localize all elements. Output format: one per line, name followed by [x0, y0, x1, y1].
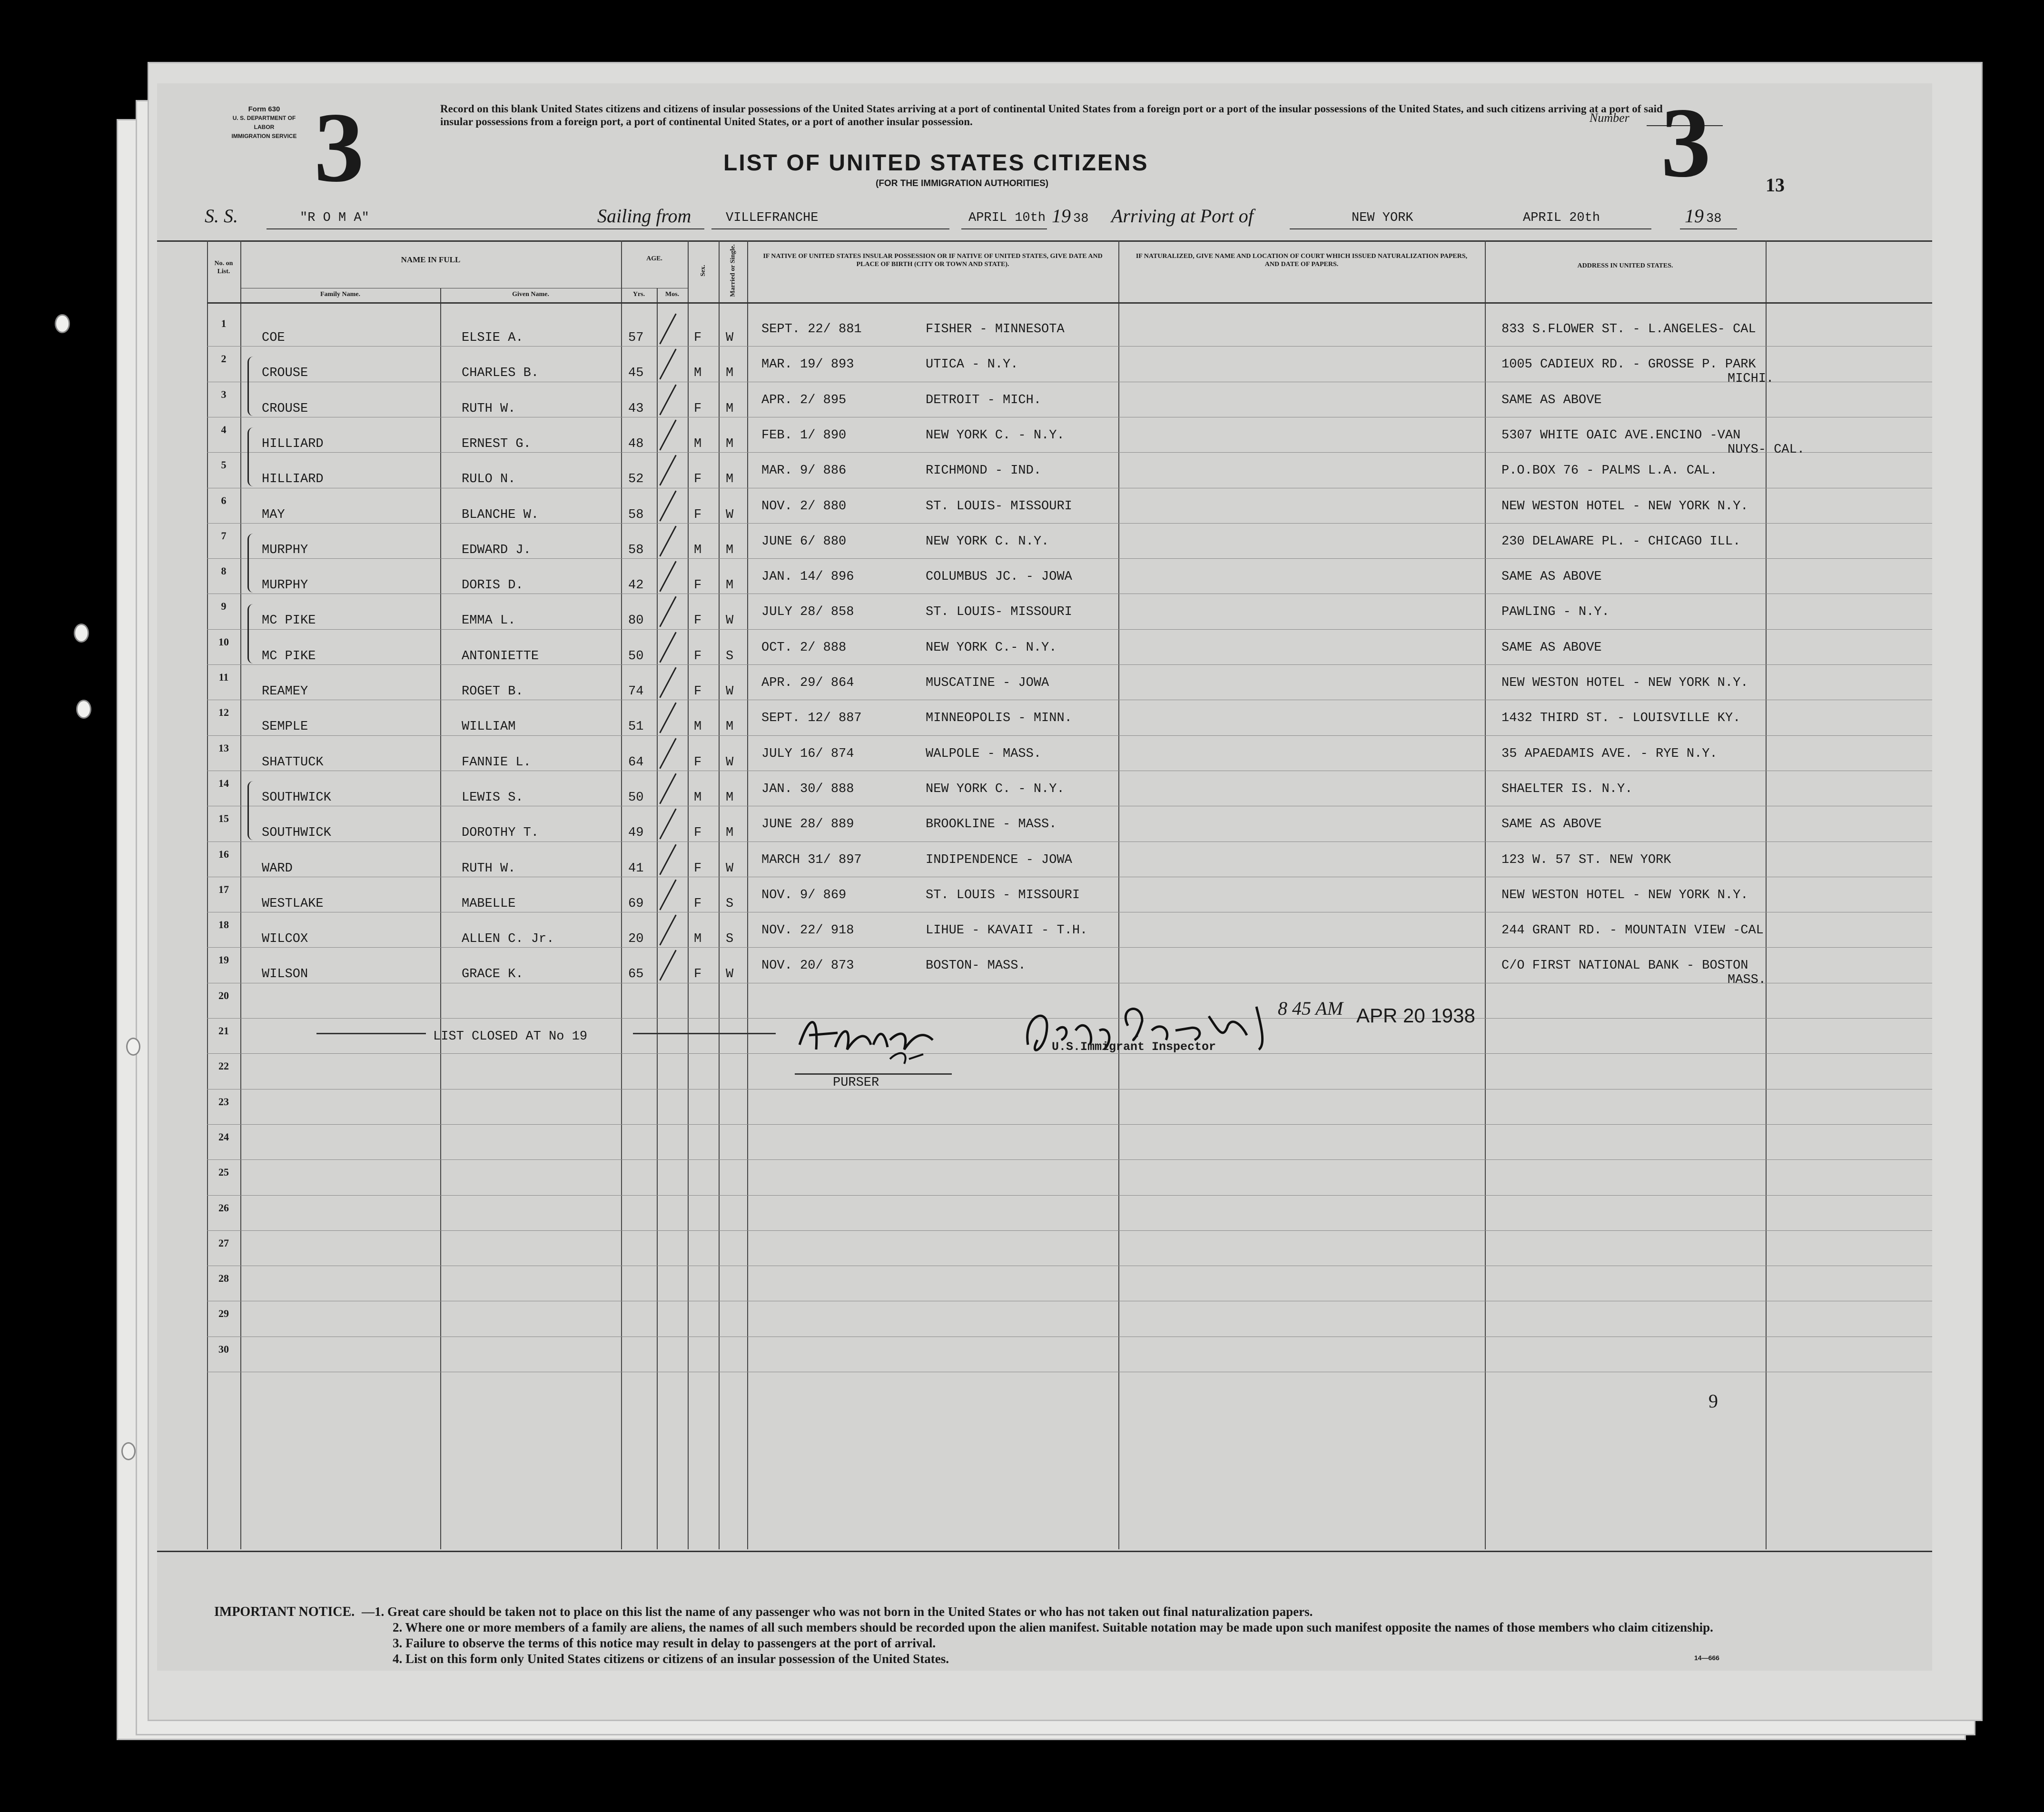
family-name: HILLIARD	[262, 436, 324, 451]
given-name: BLANCHE W.	[462, 507, 539, 522]
row-number: 4	[221, 423, 227, 436]
age-years: 74	[628, 684, 644, 699]
family-name: CROUSE	[262, 366, 308, 381]
row-number: 24	[218, 1130, 229, 1143]
address: 230 DELAWARE PL. - CHICAGO ILL.	[1501, 534, 1741, 549]
row-number: 20	[218, 989, 229, 1001]
sex: F	[694, 614, 702, 628]
marital-status: M	[726, 472, 734, 487]
address-line-2: MICHI.	[1728, 372, 1774, 386]
given-name: ALLEN C. Jr.	[462, 932, 554, 947]
page-title: LIST OF UNITED STATES CITIZENS	[723, 150, 1149, 176]
sex: F	[694, 507, 702, 522]
given-name: CHARLES B.	[462, 366, 539, 381]
sailing-year-prefix: 19	[1052, 205, 1071, 227]
given-name: FANNIE L.	[462, 755, 531, 770]
birth-place: BROOKLINE - MASS.	[926, 817, 1057, 832]
birth-date: APR. 29/ 864	[761, 676, 854, 690]
family-name: SEMPLE	[262, 720, 308, 734]
given-name: DORIS D.	[462, 578, 523, 593]
birth-date: NOV. 9/ 869	[761, 888, 847, 902]
header-sex: Sex.	[700, 265, 707, 277]
family-name: WILSON	[262, 967, 308, 982]
age-years: 20	[628, 932, 644, 947]
marital-status: W	[726, 861, 734, 876]
sex: F	[694, 755, 702, 770]
marital-status: W	[726, 614, 734, 628]
arrival-port: NEW YORK	[1352, 211, 1413, 225]
age-years: 51	[628, 720, 644, 734]
row-number: 13	[218, 742, 229, 754]
header-family-name: Family Name.	[320, 291, 360, 298]
marital-status: W	[726, 755, 734, 770]
birth-place: INDIPENDENCE - JOWA	[926, 852, 1072, 867]
row-rule	[207, 523, 1932, 524]
marital-status: W	[726, 684, 734, 699]
row-number: 18	[218, 919, 229, 931]
birth-date: APR. 2/ 895	[761, 393, 847, 407]
birth-place: ST. LOUIS- MISSOURI	[926, 605, 1072, 620]
address: 1432 THIRD ST. - LOUISVILLE KY.	[1501, 711, 1741, 726]
sex: F	[694, 861, 702, 876]
address: 5307 WHITE OAIC AVE.ENCINO -VAN	[1501, 428, 1741, 443]
sex: F	[694, 684, 702, 699]
row-rule	[207, 947, 1932, 948]
family-name: WILCOX	[262, 932, 308, 947]
marital-status: M	[726, 790, 734, 805]
birth-place: DETROIT - MICH.	[926, 393, 1042, 407]
header-native: IF NATIVE OF UNITED STATES INSULAR POSSESSION OR IF NATIVE OF UNITED STATES, GIVE DATE AND PLACE OF BIRTH (CITY OR TOWN AND STATE).	[763, 253, 1103, 268]
age-years: 65	[628, 967, 644, 982]
row-rule	[207, 664, 1932, 665]
age-years: 69	[628, 896, 644, 911]
sailing-date: APRIL 10th	[968, 211, 1046, 225]
row-rule	[207, 735, 1932, 736]
row-number: 29	[218, 1307, 229, 1320]
row-rule	[207, 1124, 1932, 1125]
sex: F	[694, 649, 702, 663]
marital-status: S	[726, 896, 734, 911]
age-years: 41	[628, 861, 644, 876]
family-name: HILLIARD	[262, 472, 324, 487]
given-name: LEWIS S.	[462, 790, 523, 805]
form-instructions: Record on this blank United States citizens and citizens of insular possessions of the United States arriving at a port of continental United States from a foreign port or a port of the insular possessions of the United States, and such citizens arriving at a port of said insular possessions from a foreign port, a port of continental United States, or a port of another insular possession.	[440, 103, 1663, 128]
given-name: DOROTHY T.	[462, 826, 539, 841]
row-rule	[207, 629, 1932, 630]
family-name: MURPHY	[262, 578, 308, 593]
row-number: 12	[218, 706, 229, 719]
header-naturalized: IF NATURALIZED, GIVE NAME AND LOCATION OF COURT WHICH ISSUED NATURALIZATION PAPERS, AND DATE OF PAPERS.	[1136, 253, 1468, 268]
address: 244 GRANT RD. - MOUNTAIN VIEW -CAL	[1501, 923, 1764, 938]
birth-place: LIHUE - KAVAII - T.H.	[926, 923, 1088, 938]
family-name: COE	[262, 331, 285, 345]
birth-place: BOSTON- MASS.	[926, 959, 1026, 973]
sex: M	[694, 932, 702, 947]
row-number: 1	[221, 317, 227, 329]
arrival-date: APRIL 20th	[1523, 211, 1600, 225]
row-number: 14	[218, 777, 229, 789]
list-closed: LIST CLOSED AT No 19	[433, 1030, 588, 1044]
family-name: CROUSE	[262, 401, 308, 416]
sex: F	[694, 331, 702, 345]
number-value: 3	[1661, 88, 1711, 198]
punch-hole	[55, 314, 70, 333]
address: P.O.BOX 76 - PALMS L.A. CAL.	[1501, 464, 1718, 478]
row-number: 15	[218, 812, 229, 825]
row-number: 11	[218, 671, 229, 683]
age-years: 48	[628, 436, 644, 451]
given-name: RUTH W.	[462, 401, 516, 416]
birth-date: SEPT. 12/ 887	[761, 711, 862, 726]
birth-date: MAR. 19/ 893	[761, 357, 854, 372]
header-given-name: Given Name.	[512, 291, 549, 298]
given-name: WILLIAM	[462, 720, 516, 734]
address: 123 W. 57 ST. NEW YORK	[1501, 852, 1671, 867]
sailing-year-suffix: 38	[1073, 212, 1089, 226]
age-years: 42	[628, 578, 644, 593]
row-rule	[207, 1195, 1932, 1196]
address: SAME AS ABOVE	[1501, 570, 1602, 584]
form-number: Form 630	[248, 105, 280, 113]
arriving-label: Arriving at Port of	[1111, 205, 1254, 227]
row-rule	[207, 1159, 1932, 1160]
birth-place: NEW YORK C.- N.Y.	[926, 640, 1057, 655]
date-stamp: APR 20 1938	[1356, 1004, 1475, 1027]
birth-date: JULY 28/ 858	[761, 605, 854, 620]
marital-status: M	[726, 543, 734, 557]
address: SAME AS ABOVE	[1501, 393, 1602, 407]
birth-place: FISHER - MINNESOTA	[926, 322, 1065, 337]
header-married-single: Married or Single.	[729, 244, 737, 297]
sex: M	[694, 366, 702, 381]
header-age: AGE.	[646, 255, 662, 262]
marital-status: M	[726, 578, 734, 593]
header-address: ADDRESS IN UNITED STATES.	[1577, 262, 1673, 269]
birth-date: OCT. 2/ 888	[761, 640, 847, 655]
marital-status: M	[726, 436, 734, 451]
row-number: 16	[218, 848, 229, 860]
row-number: 21	[218, 1025, 229, 1037]
given-name: ANTONIETTE	[462, 649, 539, 663]
address: SAME AS ABOVE	[1501, 640, 1602, 655]
row-number: 27	[218, 1237, 229, 1249]
arrival-year-prefix: 19	[1685, 205, 1704, 227]
row-number: 3	[221, 388, 227, 400]
row-number: 6	[221, 494, 227, 506]
purser-label: PURSER	[833, 1076, 879, 1090]
sex: F	[694, 472, 702, 487]
address-line-2: MASS.	[1728, 973, 1767, 988]
page-mark: 9	[1708, 1390, 1718, 1412]
row-number: 8	[221, 565, 227, 577]
family-name: REAMEY	[262, 684, 308, 699]
family-name: SOUTHWICK	[262, 826, 331, 841]
birth-date: JUNE 6/ 880	[761, 534, 847, 549]
form-code: 14—666	[1694, 1654, 1719, 1662]
family-name: MC PIKE	[262, 614, 316, 628]
page-subtitle: (FOR THE IMMIGRATION AUTHORITIES)	[876, 178, 1049, 188]
birth-date: SEPT. 22/ 881	[761, 322, 862, 337]
family-bracket	[247, 356, 257, 416]
row-number: 2	[221, 353, 227, 365]
header-no-on-list: No. on List.	[214, 260, 233, 275]
given-name: MABELLE	[462, 896, 516, 911]
given-name: EDWARD J.	[462, 543, 531, 557]
given-name: GRACE K.	[462, 967, 523, 982]
birth-place: MUSCATINE - JOWA	[926, 676, 1049, 690]
given-name: ERNEST G.	[462, 436, 531, 451]
address: 833 S.FLOWER ST. - L.ANGELES- CAL	[1501, 322, 1756, 337]
punch-hole	[76, 700, 91, 719]
marital-status: M	[726, 401, 734, 416]
age-years: 52	[628, 472, 644, 487]
notice-heading: IMPORTANT NOTICE.	[214, 1604, 355, 1619]
marital-status: W	[726, 967, 734, 982]
sex: F	[694, 401, 702, 416]
family-name: MAY	[262, 507, 285, 522]
punch-hole	[126, 1038, 140, 1056]
birth-place: MINNEOPOLIS - MINN.	[926, 711, 1072, 726]
address: NEW WESTON HOTEL - NEW YORK N.Y.	[1501, 499, 1748, 514]
birth-date: NOV. 22/ 918	[761, 923, 854, 938]
age-years: 49	[628, 826, 644, 841]
age-years: 58	[628, 543, 644, 557]
given-name: EMMA L.	[462, 614, 516, 628]
marital-status: M	[726, 826, 734, 841]
row-rule	[207, 1230, 1932, 1231]
service: IMMIGRATION SERVICE	[231, 133, 297, 139]
birth-place: RICHMOND - IND.	[926, 464, 1042, 478]
birth-place: ST. LOUIS - MISSOURI	[926, 888, 1080, 902]
family-name: WESTLAKE	[262, 896, 324, 911]
department: U. S. DEPARTMENT OF LABOR	[232, 115, 296, 130]
page-number: 13	[1766, 174, 1785, 196]
manifest-page	[157, 83, 1932, 1671]
inspector-label: U.S.Immigrant Inspector	[1052, 1040, 1216, 1054]
age-years: 43	[628, 401, 644, 416]
purser-signature	[790, 1007, 947, 1069]
birth-place: COLUMBUS JC. - JOWA	[926, 570, 1072, 584]
header-yrs: Yrs.	[632, 291, 645, 298]
birth-place: NEW YORK C. - N.Y.	[926, 428, 1065, 443]
family-bracket	[247, 534, 257, 593]
family-name: MURPHY	[262, 543, 308, 557]
birth-place: NEW YORK C. N.Y.	[926, 534, 1049, 549]
number-label: Number	[1590, 111, 1629, 125]
birth-date: JULY 16/ 874	[761, 746, 854, 761]
age-years: 50	[628, 790, 644, 805]
family-name: SHATTUCK	[262, 755, 324, 770]
row-number: 25	[218, 1166, 229, 1178]
address: SAME AS ABOVE	[1501, 817, 1602, 832]
row-number: 5	[221, 459, 227, 471]
birth-date: NOV. 20/ 873	[761, 959, 854, 973]
address: 1005 CADIEUX RD. - GROSSE P. PARK	[1501, 357, 1756, 372]
row-rule	[207, 452, 1932, 453]
punch-hole	[121, 1442, 136, 1460]
notice-item-3: 3. Failure to observe the terms of this notice may result in delay to passengers at the port of arrival.	[393, 1636, 936, 1650]
marital-status: W	[726, 507, 734, 522]
sex: M	[694, 720, 702, 734]
notice-item-2: 2. Where one or more members of a family are aliens, the names of all such members should be recorded upon the alien manifest. Suitable notation may be made upon such manifest opposite the names of those members who claim citizenship.	[393, 1620, 1713, 1634]
address: SHAELTER IS. N.Y.	[1501, 782, 1633, 796]
sex: M	[694, 436, 702, 451]
address: PAWLING - N.Y.	[1501, 605, 1610, 620]
birth-date: JAN. 14/ 896	[761, 570, 854, 584]
birth-place: ST. LOUIS- MISSOURI	[926, 499, 1072, 514]
row-number: 22	[218, 1060, 229, 1072]
row-rule	[207, 558, 1932, 559]
row-number: 23	[218, 1095, 229, 1108]
given-name: RULO N.	[462, 472, 516, 487]
age-years: 64	[628, 755, 644, 770]
sex: F	[694, 967, 702, 982]
family-name: SOUTHWICK	[262, 790, 331, 805]
ship-name: "R O M A"	[300, 211, 369, 225]
row-number: 10	[218, 635, 229, 648]
row-number: 9	[221, 600, 227, 613]
sex: M	[694, 543, 702, 557]
birth-date: NOV. 2/ 880	[761, 499, 847, 514]
family-bracket	[247, 427, 257, 486]
address: 35 APAEDAMIS AVE. - RYE N.Y.	[1501, 746, 1718, 761]
age-years: 57	[628, 331, 644, 345]
birth-place: UTICA - N.Y.	[926, 357, 1018, 372]
given-name: ELSIE A.	[462, 331, 523, 345]
birth-date: JAN. 30/ 888	[761, 782, 854, 796]
birth-date: JUNE 28/ 889	[761, 817, 854, 832]
marital-status: S	[726, 649, 734, 663]
address: NEW WESTON HOTEL - NEW YORK N.Y.	[1501, 676, 1748, 690]
sex: M	[694, 790, 702, 805]
ss-label: S. S.	[205, 205, 238, 227]
row-number: 28	[218, 1272, 229, 1285]
birth-place: NEW YORK C. - N.Y.	[926, 782, 1065, 796]
family-name: WARD	[262, 861, 293, 876]
given-name: ROGET B.	[462, 684, 523, 699]
row-number: 7	[221, 529, 227, 542]
sailing-port: VILLEFRANCHE	[726, 211, 819, 225]
age-years: 58	[628, 507, 644, 522]
marital-status: W	[726, 331, 734, 345]
sex: F	[694, 896, 702, 911]
family-bracket	[247, 781, 257, 840]
row-rule	[207, 346, 1932, 347]
row-number: 19	[218, 954, 229, 966]
family-bracket	[247, 604, 257, 663]
notice-item-1: —1. Great care should be taken not to place on this list the name of any passenger who was not born in the United States or who has not taken out final naturalization papers.	[362, 1604, 1313, 1619]
punch-hole	[74, 624, 89, 643]
arrival-year-suffix: 38	[1706, 212, 1722, 226]
notice-item-4: 4. List on this form only United States citizens or citizens of an insular possession of the United States.	[393, 1652, 949, 1666]
address-line-2: NUYS- CAL.	[1728, 442, 1805, 457]
row-number: 30	[218, 1343, 229, 1355]
birth-date: MARCH 31/ 897	[761, 852, 862, 867]
address: NEW WESTON HOTEL - NEW YORK N.Y.	[1501, 888, 1748, 902]
form-big-number: 3	[314, 92, 364, 203]
sex: F	[694, 826, 702, 841]
sailing-label: Sailing from	[597, 205, 696, 227]
row-number: 17	[218, 883, 229, 895]
birth-date: MAR. 9/ 886	[761, 464, 847, 478]
age-years: 45	[628, 366, 644, 381]
birth-place: WALPOLE - MASS.	[926, 746, 1042, 761]
family-name: MC PIKE	[262, 649, 316, 663]
arrival-time: 8 45 AM	[1278, 998, 1343, 1019]
header-name-in-full: NAME IN FULL	[401, 255, 461, 264]
marital-status: S	[726, 932, 734, 947]
row-number: 26	[218, 1201, 229, 1214]
age-years: 80	[628, 614, 644, 628]
age-years: 50	[628, 649, 644, 663]
given-name: RUTH W.	[462, 861, 516, 876]
sex: F	[694, 578, 702, 593]
address: C/O FIRST NATIONAL BANK - BOSTON	[1501, 959, 1748, 973]
marital-status: M	[726, 366, 734, 381]
marital-status: M	[726, 720, 734, 734]
birth-date: FEB. 1/ 890	[761, 428, 847, 443]
header-mos: Mos.	[665, 291, 680, 298]
inspector-signature	[1018, 997, 1304, 1064]
